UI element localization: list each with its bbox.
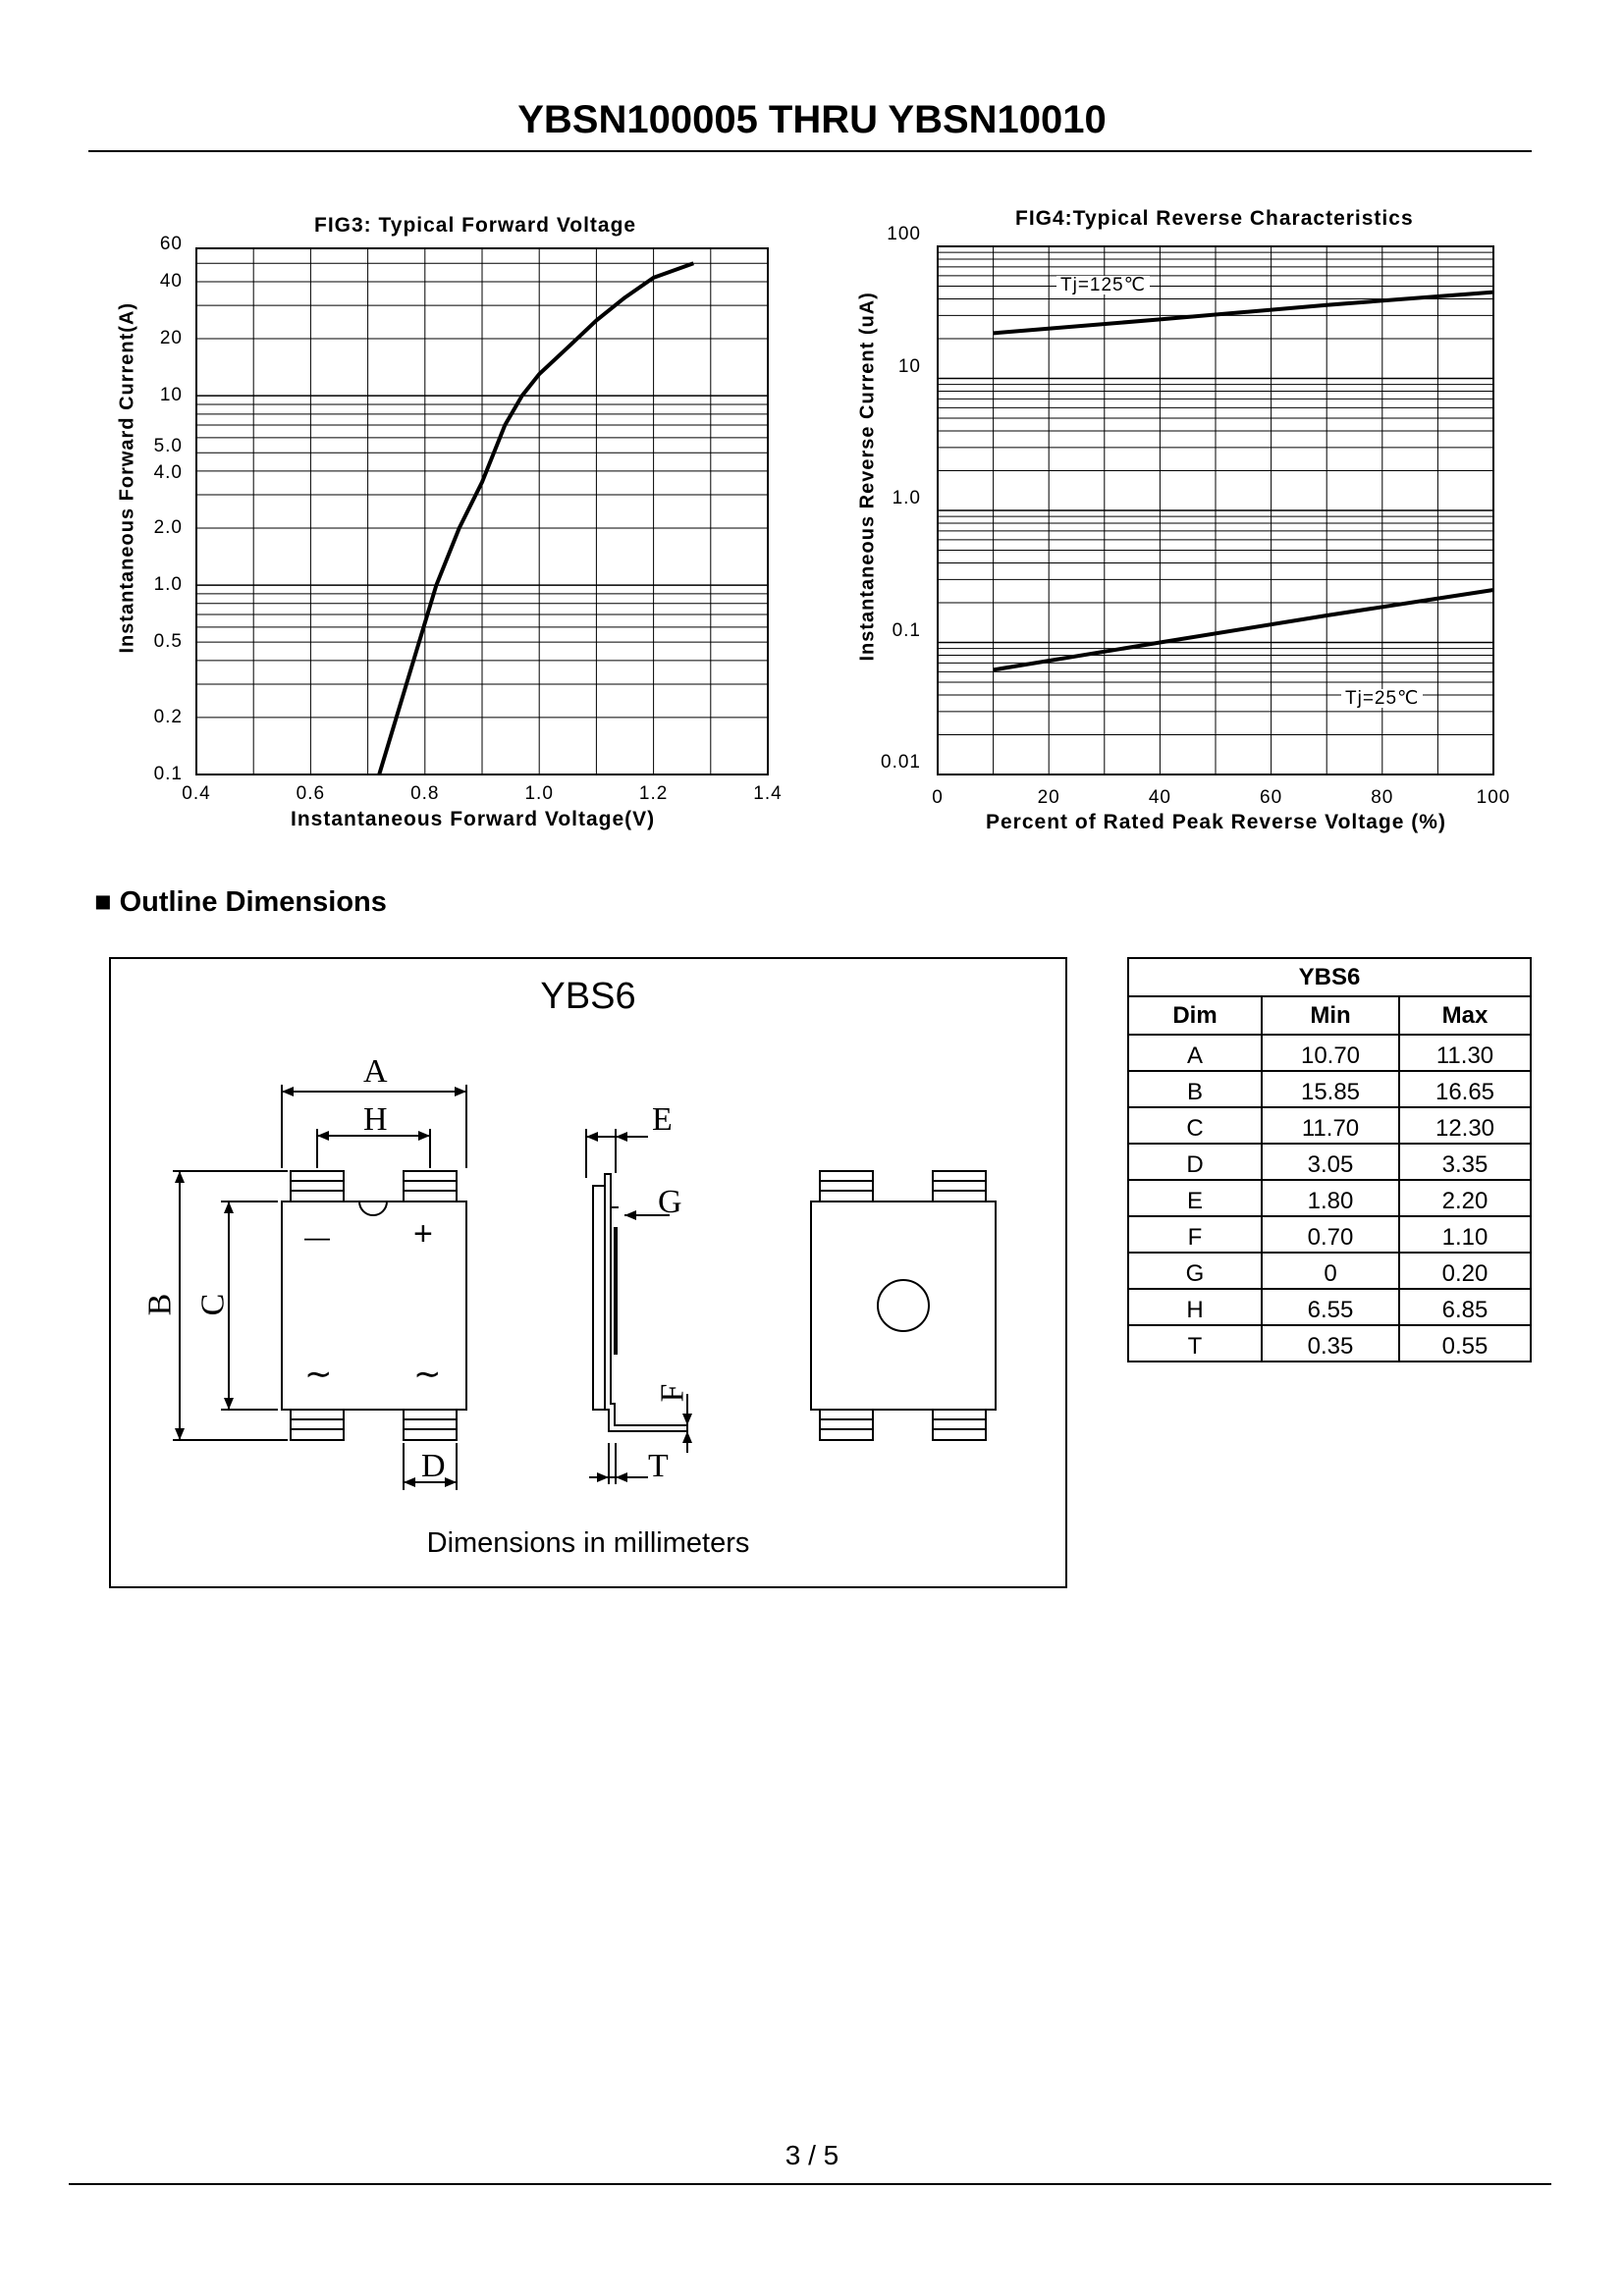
- cell-max: 0.20: [1399, 1253, 1531, 1289]
- dim-letter-f: F: [654, 1383, 691, 1403]
- fig4-x-tick-label: 80: [1371, 787, 1394, 808]
- cell-min: 11.70: [1262, 1107, 1399, 1144]
- fig4-x-tick-label: 40: [1148, 787, 1171, 808]
- fig3-y-tick-label: 10: [159, 385, 183, 406]
- table-row: [1128, 1071, 1531, 1107]
- package-name: YBS6: [540, 976, 636, 1017]
- cell-min: 0.70: [1262, 1216, 1399, 1253]
- table-row: [1128, 1253, 1531, 1289]
- pin-minus-symbol: —: [304, 1222, 330, 1252]
- cell-min: 1.80: [1262, 1180, 1399, 1216]
- cell-max: 6.85: [1399, 1289, 1531, 1325]
- pin-plus-symbol: +: [413, 1215, 433, 1253]
- column-header-dim: Dim: [1128, 996, 1262, 1035]
- fig3-y-tick-label: 5.0: [153, 436, 183, 457]
- table-row: [1128, 1107, 1531, 1144]
- cell-dim: H: [1128, 1289, 1262, 1325]
- fig3-x-tick-label: 1.2: [638, 783, 669, 804]
- fig4-x-tick-label: 0: [932, 787, 944, 808]
- fig3-y-tick-label: 20: [159, 328, 183, 349]
- fig3-y-tick-label: 0.2: [153, 706, 183, 727]
- fig4-y-tick-label: 0.1: [892, 619, 921, 641]
- cell-dim: E: [1128, 1180, 1262, 1216]
- cell-max: 0.55: [1399, 1325, 1531, 1362]
- dim-letter-d: D: [421, 1448, 446, 1484]
- fig3-title: FIG3: Typical Forward Voltage: [314, 214, 637, 237]
- fig4-x-tick-label: 20: [1037, 787, 1060, 808]
- cell-dim: B: [1128, 1071, 1262, 1107]
- cell-max: 1.10: [1399, 1216, 1531, 1253]
- dimensions-note: Dimensions in millimeters: [426, 1527, 750, 1559]
- cell-dim: C: [1128, 1107, 1262, 1144]
- fig4-x-tick-label: 60: [1260, 787, 1283, 808]
- dim-letter-h: H: [363, 1101, 388, 1138]
- cell-dim: T: [1128, 1325, 1262, 1362]
- fig3-y-tick-label: 0.1: [153, 764, 183, 784]
- fig4-y-tick-label: 0.01: [881, 752, 921, 773]
- fig4-x-tick-label: 100: [1476, 787, 1511, 808]
- pin-ac2-symbol: ∼: [413, 1356, 442, 1393]
- cell-dim: A: [1128, 1035, 1262, 1071]
- fig3-y-axis-label: Instantaneous Forward Current(A): [116, 301, 138, 654]
- cell-min: 15.85: [1262, 1071, 1399, 1107]
- fig4-y-axis-label: Instantaneous Reverse Current (uA): [856, 292, 879, 662]
- dim-letter-a: A: [363, 1053, 388, 1090]
- cell-max: 3.35: [1399, 1144, 1531, 1180]
- cell-max: 12.30: [1399, 1107, 1531, 1144]
- fig3-x-tick-label: 1.0: [524, 783, 554, 804]
- document-title: YBSN100005 THRU YBSN10010: [517, 98, 1107, 141]
- fig4-series-label-125: Tj=125℃: [1056, 276, 1150, 294]
- cell-max: 11.30: [1399, 1035, 1531, 1071]
- fig4-title: FIG4:Typical Reverse Characteristics: [1015, 207, 1414, 230]
- fig3-y-tick-label: 60: [159, 234, 183, 254]
- cell-min: 3.05: [1262, 1144, 1399, 1180]
- cell-dim: D: [1128, 1144, 1262, 1180]
- cell-min: 0: [1262, 1253, 1399, 1289]
- table-row: [1128, 1289, 1531, 1325]
- fig3-x-tick-label: 1.4: [753, 783, 783, 804]
- cell-dim: F: [1128, 1216, 1262, 1253]
- dim-letter-c: C: [194, 1293, 232, 1316]
- fig4-x-axis-label: Percent of Rated Peak Reverse Voltage (%): [986, 811, 1446, 833]
- fig3-x-tick-label: 0.8: [410, 783, 440, 804]
- table-row: [1128, 1180, 1531, 1216]
- cell-min: 0.35: [1262, 1325, 1399, 1362]
- cell-min: 10.70: [1262, 1035, 1399, 1071]
- cell-max: 2.20: [1399, 1180, 1531, 1216]
- fig4-y-tick-label: 100: [887, 224, 921, 244]
- fig3-x-tick-label: 0.4: [182, 783, 211, 804]
- table-row: [1128, 1144, 1531, 1180]
- cell-dim: G: [1128, 1253, 1262, 1289]
- section-heading: ■ Outline Dimensions: [94, 886, 387, 918]
- fig4-y-tick-label: 10: [897, 355, 921, 377]
- table-row: [1128, 1325, 1531, 1362]
- table-row: [1128, 1035, 1531, 1071]
- fig3-x-axis-label: Instantaneous Forward Voltage(V): [291, 808, 656, 830]
- dim-letter-e: E: [652, 1101, 673, 1138]
- cell-max: 16.65: [1399, 1071, 1531, 1107]
- column-header-max: Max: [1399, 996, 1531, 1035]
- footer-rule: [69, 2183, 1551, 2185]
- dim-letter-b: B: [141, 1293, 179, 1316]
- column-header-min: Min: [1262, 996, 1399, 1035]
- fig3-y-tick-label: 2.0: [153, 516, 183, 538]
- fig4-series-label-25: Tj=25℃: [1341, 689, 1423, 708]
- pin-ac1-symbol: ∼: [304, 1356, 333, 1393]
- table-package-header: YBS6: [1128, 958, 1531, 996]
- dim-letter-g: G: [658, 1184, 682, 1220]
- table-row: [1128, 1216, 1531, 1253]
- page-number: 3 / 5: [785, 2140, 839, 2170]
- dimension-table: [1127, 957, 1532, 1362]
- fig3-x-tick-label: 0.6: [296, 783, 326, 804]
- fig3-y-tick-label: 1.0: [153, 574, 183, 596]
- cell-min: 6.55: [1262, 1289, 1399, 1325]
- fig3-y-tick-label: 0.5: [153, 631, 183, 653]
- fig3-y-tick-label: 40: [159, 270, 183, 292]
- fig4-y-tick-label: 1.0: [892, 488, 921, 508]
- dim-letter-t: T: [648, 1448, 669, 1484]
- fig3-y-tick-label: 4.0: [153, 461, 183, 483]
